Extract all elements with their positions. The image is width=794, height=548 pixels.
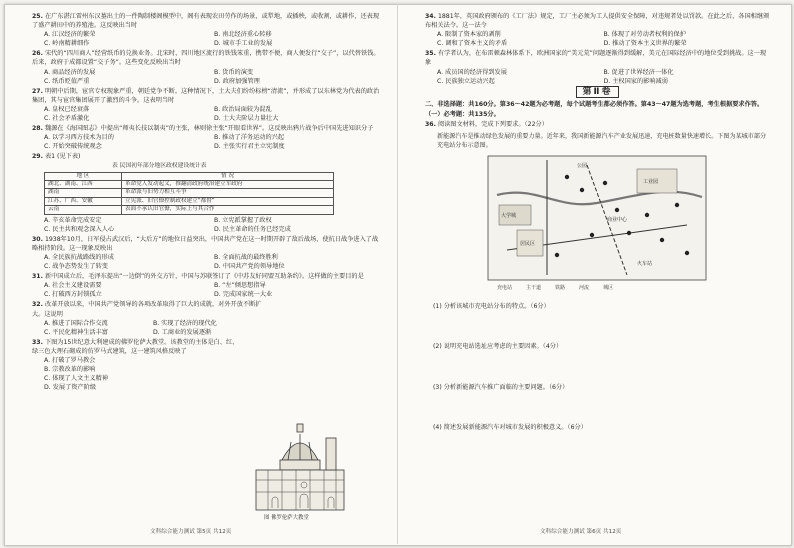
option[interactable]: D. 工商业的发展逐渐 xyxy=(153,328,212,336)
option[interactable]: B. 南北经济重心转移 xyxy=(214,31,272,39)
option[interactable]: B. 全面抗战的最终胜利 xyxy=(214,254,278,261)
option[interactable]: C. 调和了资本主义的矛盾 xyxy=(437,40,508,48)
option[interactable]: C. 平民化精神生活丰富 xyxy=(44,328,108,336)
question-36: 36. 阅读图文材料，完成下列要求。（22分） 新能源汽车是推动绿色发展的重要力量。近年来，我国新能源汽车产业发展迅速，充电桩数量快速增长。下图为某城市部分充电站分布示意图。 公园 商业中心 火车站 大学城 居民区 工业园 充电站 主干道 铁路 河流 城区 (1) 分析该城市充电站分布的特点。（6分） (2) 说明充电站选址应考虑的主要因素。（4分） (3) 分析新能源汽车推广面临的主要问题。（6分） (4) 简述发展新能源汽车对城市发展的积极意义。（6分） xyxy=(425,120,770,432)
reading-material: 新能源汽车是推动绿色发展的重要力量。近年来，我国新能源汽车产业发展迅速，充电桩数量快速增长。下图为某城市部分充电站分布示意图。 xyxy=(437,133,767,150)
sub-question: (1) 分析该城市充电站分布的特点。（6分） xyxy=(433,303,550,311)
option[interactable]: D. 政府加强管理 xyxy=(214,77,260,85)
right-page xyxy=(425,12,770,433)
legend-item: 主干道 xyxy=(526,285,542,292)
question-30-options xyxy=(44,253,384,271)
option[interactable]: B. 实现了经济的现代化 xyxy=(153,319,217,327)
table-cell: 革命派与旧势力相互斗争 xyxy=(122,189,334,197)
required-section-label: （一）必考题：共135分。 xyxy=(425,110,500,118)
question-34-options xyxy=(437,30,770,48)
option[interactable]: A. 社会主义建设需要 xyxy=(44,282,102,290)
option[interactable]: D. 中国共产党的领导地位 xyxy=(214,263,285,271)
table-header-row xyxy=(45,172,334,180)
table-row xyxy=(45,189,334,197)
sub-question: (3) 分析新能源汽车推广面临的主要问题。（6分） xyxy=(433,383,569,391)
option[interactable]: C. 体现了人文主义精神 xyxy=(44,375,108,383)
option[interactable]: B. 宗教改革的影响 xyxy=(44,366,96,374)
option[interactable]: D. 民主革命的任务已经完成 xyxy=(214,225,291,233)
legend-item: 城区 xyxy=(603,285,614,292)
station-marker xyxy=(627,231,631,235)
question-32: 32. 改革开放以来，中国共产党领导的各项改革取得了巨大的成就，对外开放不断扩大。这说明 A. 推进了国际合作交流 B. 实现了经济的现代化 C. 平民化精神生活丰富 D. 工商业的发展逐渐 xyxy=(32,301,262,336)
option[interactable]: B. 推动了洋务运动的兴起 xyxy=(214,134,285,142)
question-33-options xyxy=(44,356,242,392)
question-32-options xyxy=(44,319,262,337)
table-cell: 表面不承认旧官僚，实际上与其合作 xyxy=(122,206,334,214)
option[interactable]: C. 纸币贬值严重 xyxy=(44,77,90,85)
question-29-options xyxy=(44,216,384,234)
table-cell: 湖南 xyxy=(45,189,122,197)
sub-question: (2) 说明充电站选址应考虑的主要因素。（4分） xyxy=(433,343,563,351)
table-cell: 江苏、广西、安徽 xyxy=(45,197,122,205)
option[interactable]: D. 主张实行君主立宪制度 xyxy=(214,143,285,151)
question-30: 30. 1938年10月，日军侵占武汉后，“大后方”的地位日益突出，中国共产党在这一时期开辟了敌后战场，使抗日战争进入了战略相持阶段。这一现象反映出 A. 全民族抗战路线的形成 B. 全面抗战的最终胜利 C. 战争态势发生了转变 D. 中国共产党的领导地位 xyxy=(32,235,384,271)
option[interactable]: A. 辛亥革命完成安定 xyxy=(44,216,102,224)
page-fold-divider xyxy=(397,4,398,544)
table-row xyxy=(45,181,334,189)
question-25: 25. 在广东湛江雷州东汉墓出土的一件陶制楼阁模型中，阁有表现农田劳作的场景，或犁地，或插秧，或收割，或耕作，还表现了盛产耕田中的养殖池。这反映出当时 A. 江汉经济的繁荣 B. 南北经济重心转移 C. 岭南精耕细作 D. 城市手工业的发展 xyxy=(32,12,384,48)
table-row xyxy=(45,197,334,205)
station-marker xyxy=(645,213,649,217)
option[interactable]: A. 推进了国际合作交流 xyxy=(44,319,108,327)
table-caption: 表 民国初年部分地区政权建设统计表 xyxy=(112,162,207,169)
option[interactable]: D. 城市手工业的发展 xyxy=(214,40,273,48)
column-header: 情 况 xyxy=(122,172,334,180)
option[interactable]: B. 体现了对劳动者权利的保护 xyxy=(603,31,686,39)
table-cell: 革命党人发动起义，推翻清政府统治建立军政府 xyxy=(122,181,334,189)
charging-station-map xyxy=(487,155,707,281)
station-marker xyxy=(615,208,619,212)
option[interactable]: A. 皇权已经衰落 xyxy=(44,105,90,113)
option[interactable]: D. 士大夫阶层力量壮大 xyxy=(214,115,279,123)
option[interactable]: C. 战争态势发生了转变 xyxy=(44,263,108,271)
station-marker xyxy=(565,175,569,179)
option[interactable]: C. 岭南精耕细作 xyxy=(44,40,90,48)
option[interactable]: B. 货币的演变 xyxy=(214,68,254,76)
option[interactable]: A. 江汉经济的繁荣 xyxy=(44,31,96,39)
figure-caption: 图 佛罗伦萨大教堂 xyxy=(264,515,309,521)
table-cell: 云南 xyxy=(45,206,122,214)
table-cell: 立宪派、旧官僚控制政权建立“都督” xyxy=(122,197,334,205)
left-page xyxy=(32,12,384,393)
question-29-table xyxy=(44,172,334,215)
option[interactable]: D. 完成国家统一大业 xyxy=(214,291,273,299)
option[interactable]: D. 推动了资本主义世界的繁荣 xyxy=(603,40,687,48)
left-page-footer: 文科综合能力测试 第5页 共12页 xyxy=(150,529,232,535)
station-marker xyxy=(675,203,679,207)
section-title: 第Ⅱ卷 xyxy=(425,88,770,97)
station-marker xyxy=(590,233,594,237)
map-label: 工业园 xyxy=(643,179,659,186)
question-31-options xyxy=(44,281,384,299)
question-35-options xyxy=(437,68,770,86)
map-label: 居民区 xyxy=(520,241,536,248)
option[interactable]: B. “左”倾思想指导 xyxy=(214,282,266,290)
option[interactable]: D. 发展了资产阶级 xyxy=(44,384,97,392)
map-label: 商业中心 xyxy=(607,217,628,224)
option[interactable]: B. 政治局面较为混乱 xyxy=(214,105,272,113)
option[interactable]: B. 促进了世界经济一体化 xyxy=(603,68,674,76)
question-33: 33. 下图为15世纪意大利建成的佛罗伦萨大教堂。该教堂的主体是白、红、绿三色大理石砌成的仿罗马式建筑，这一建筑风格反映了 A. 打破了罗马教会 B. 宗教改革的影响 C. 体现了人文主义精神 D. 发展了资产阶级 xyxy=(32,338,242,393)
option[interactable]: A. 全民族抗战路线的形成 xyxy=(44,254,114,261)
question-28-options xyxy=(44,133,384,151)
legend-item: 充电站 xyxy=(497,285,513,292)
legend-item: 河流 xyxy=(579,285,590,292)
option[interactable]: D. 主权国家的影响减弱 xyxy=(603,77,668,85)
question-34: 34. 1881年，英国政府颁布的《工厂法》规定，工厂主必须为工人提供安全保障，对违规者处以罚款。在此之后，各国相继颁布相关法令。这一法令 A. 限制了资本家的剥削 B. 体现了对劳动者权利的保护 C. 调和了资本主义的矛盾 D. 推动了资本主义世界的繁荣 xyxy=(425,13,770,48)
sub-question: (4) 简述发展新能源汽车对城市发展的积极意义。（6分） xyxy=(433,423,587,431)
question-31: 31. 新中国成立后，毛泽东提出“一边倒”的外交方针，中国与苏联签订了《中苏友好同盟互助条约》。这样做的主要目的是 A. 社会主义建设需要 B. “左”倾思想指导 C. 打破西方封锁孤立 D. 完成国家统一大业 xyxy=(32,272,384,299)
question-35: 35. 有学者认为，在布雷顿森林体系下，欧洲国家的“美元荒”问题逐渐得到缓解，美元在国际经济中的地位受到挑战。这一现象 A. 成员国的经济得到发展 B. 促进了世界经济一体化 C. 民族独立运动兴起 D. 主权国家的影响减弱 xyxy=(425,49,770,85)
map-legend xyxy=(497,284,770,293)
option[interactable]: C. 开始突破传统观念 xyxy=(44,143,102,151)
column-header: 地 区 xyxy=(45,172,122,180)
question-27: 27. 明朝中后期，宦官专权现象严重，朝廷党争不断。这种情况下，士大夫们纷纷标榜“清流”，并形成了以东林党为代表的政治集团，其与宦官集团展开了激烈的斗争。这表明当时 A. 皇权已经衰落 B. 政治局面较为混乱 C. 社会矛盾激化 D. 士大夫阶层力量壮大 xyxy=(32,87,384,123)
legend-item: 铁路 xyxy=(555,285,566,292)
station-marker xyxy=(603,181,607,185)
table-row xyxy=(45,206,334,214)
station-marker xyxy=(660,238,664,242)
map-label: 大学城 xyxy=(501,213,517,220)
instructions: 二、非选择题：共160分。第36～42题为必考题，每个试题考生都必须作答。第43～47题为选考题，考生根据要求作答。 xyxy=(425,100,764,108)
option[interactable]: C. 民族独立运动兴起 xyxy=(437,77,495,85)
map-label: 公园 xyxy=(577,163,588,170)
cathedral-illustration xyxy=(252,420,348,516)
question-27-options xyxy=(44,105,384,123)
option[interactable]: A. 以学习西方技术为目的 xyxy=(44,134,114,142)
option[interactable]: A. 打破了罗马教会 xyxy=(44,357,96,365)
station-marker xyxy=(685,251,689,255)
option[interactable]: C. 社会矛盾激化 xyxy=(44,115,90,123)
option[interactable]: A. 商品经济的发展 xyxy=(44,68,96,76)
question-26-options xyxy=(44,68,384,86)
table-cell: 湖北、湖南、江西 xyxy=(45,181,122,189)
question-29: 29. 表1 (见下表) 表 民国初年部分地区政权建设统计表 地 区 情 况 湖北、湖南、江西 革命党人发动起义，推翻清政府统治建立军政府 湖南 革命派与旧势力相互斗争 江苏、广西、安徽 立宪派、旧官僚控制政权建立“都督” 云南 表面不承认旧官僚，实际上与其合作 A. 辛亥革命完成安定 B. 立宪派掌握了政权 C. 民主共和观念深入人心 D. 民主革命的任务已经完成 xyxy=(32,152,384,233)
station-marker xyxy=(580,188,584,192)
map-label: 火车站 xyxy=(637,261,653,268)
right-page-footer: 文科综合能力测试 第6页 共12页 xyxy=(540,529,622,535)
question-25-options xyxy=(44,30,384,48)
option[interactable]: C. 民主共和观念深入人心 xyxy=(44,225,115,233)
option[interactable]: A. 成员国的经济得到发展 xyxy=(437,68,507,76)
option[interactable]: B. 立宪派掌握了政权 xyxy=(214,216,272,224)
question-26: 26. 宋代的“四川商人”经营纸币的兑换业务。北宋时，四川地区流行的铁钱笨重，携带不便，商人便发行“交子”，以代替铁钱。后来，政府于成都设置“交子务”。这些变化反映出当时 A. 商品经济的发展 B. 货币的演变 C. 纸币贬值严重 D. 政府加强管理 xyxy=(32,49,384,85)
station-marker xyxy=(555,253,559,257)
option[interactable]: C. 打破西方封锁孤立 xyxy=(44,291,102,299)
option[interactable]: A. 限制了资本家的剥削 xyxy=(437,31,501,39)
question-28: 28. 魏源在《海国图志》中提出“师夷长技以制夷”的主张，林则徐主张“开眼看世界”。这反映出鸦片战争后中国先进知识分子 A. 以学习西方技术为目的 B. 推动了洋务运动的兴起 C. 开始突破传统观念 D. 主张实行君主立宪制度 xyxy=(32,124,384,151)
